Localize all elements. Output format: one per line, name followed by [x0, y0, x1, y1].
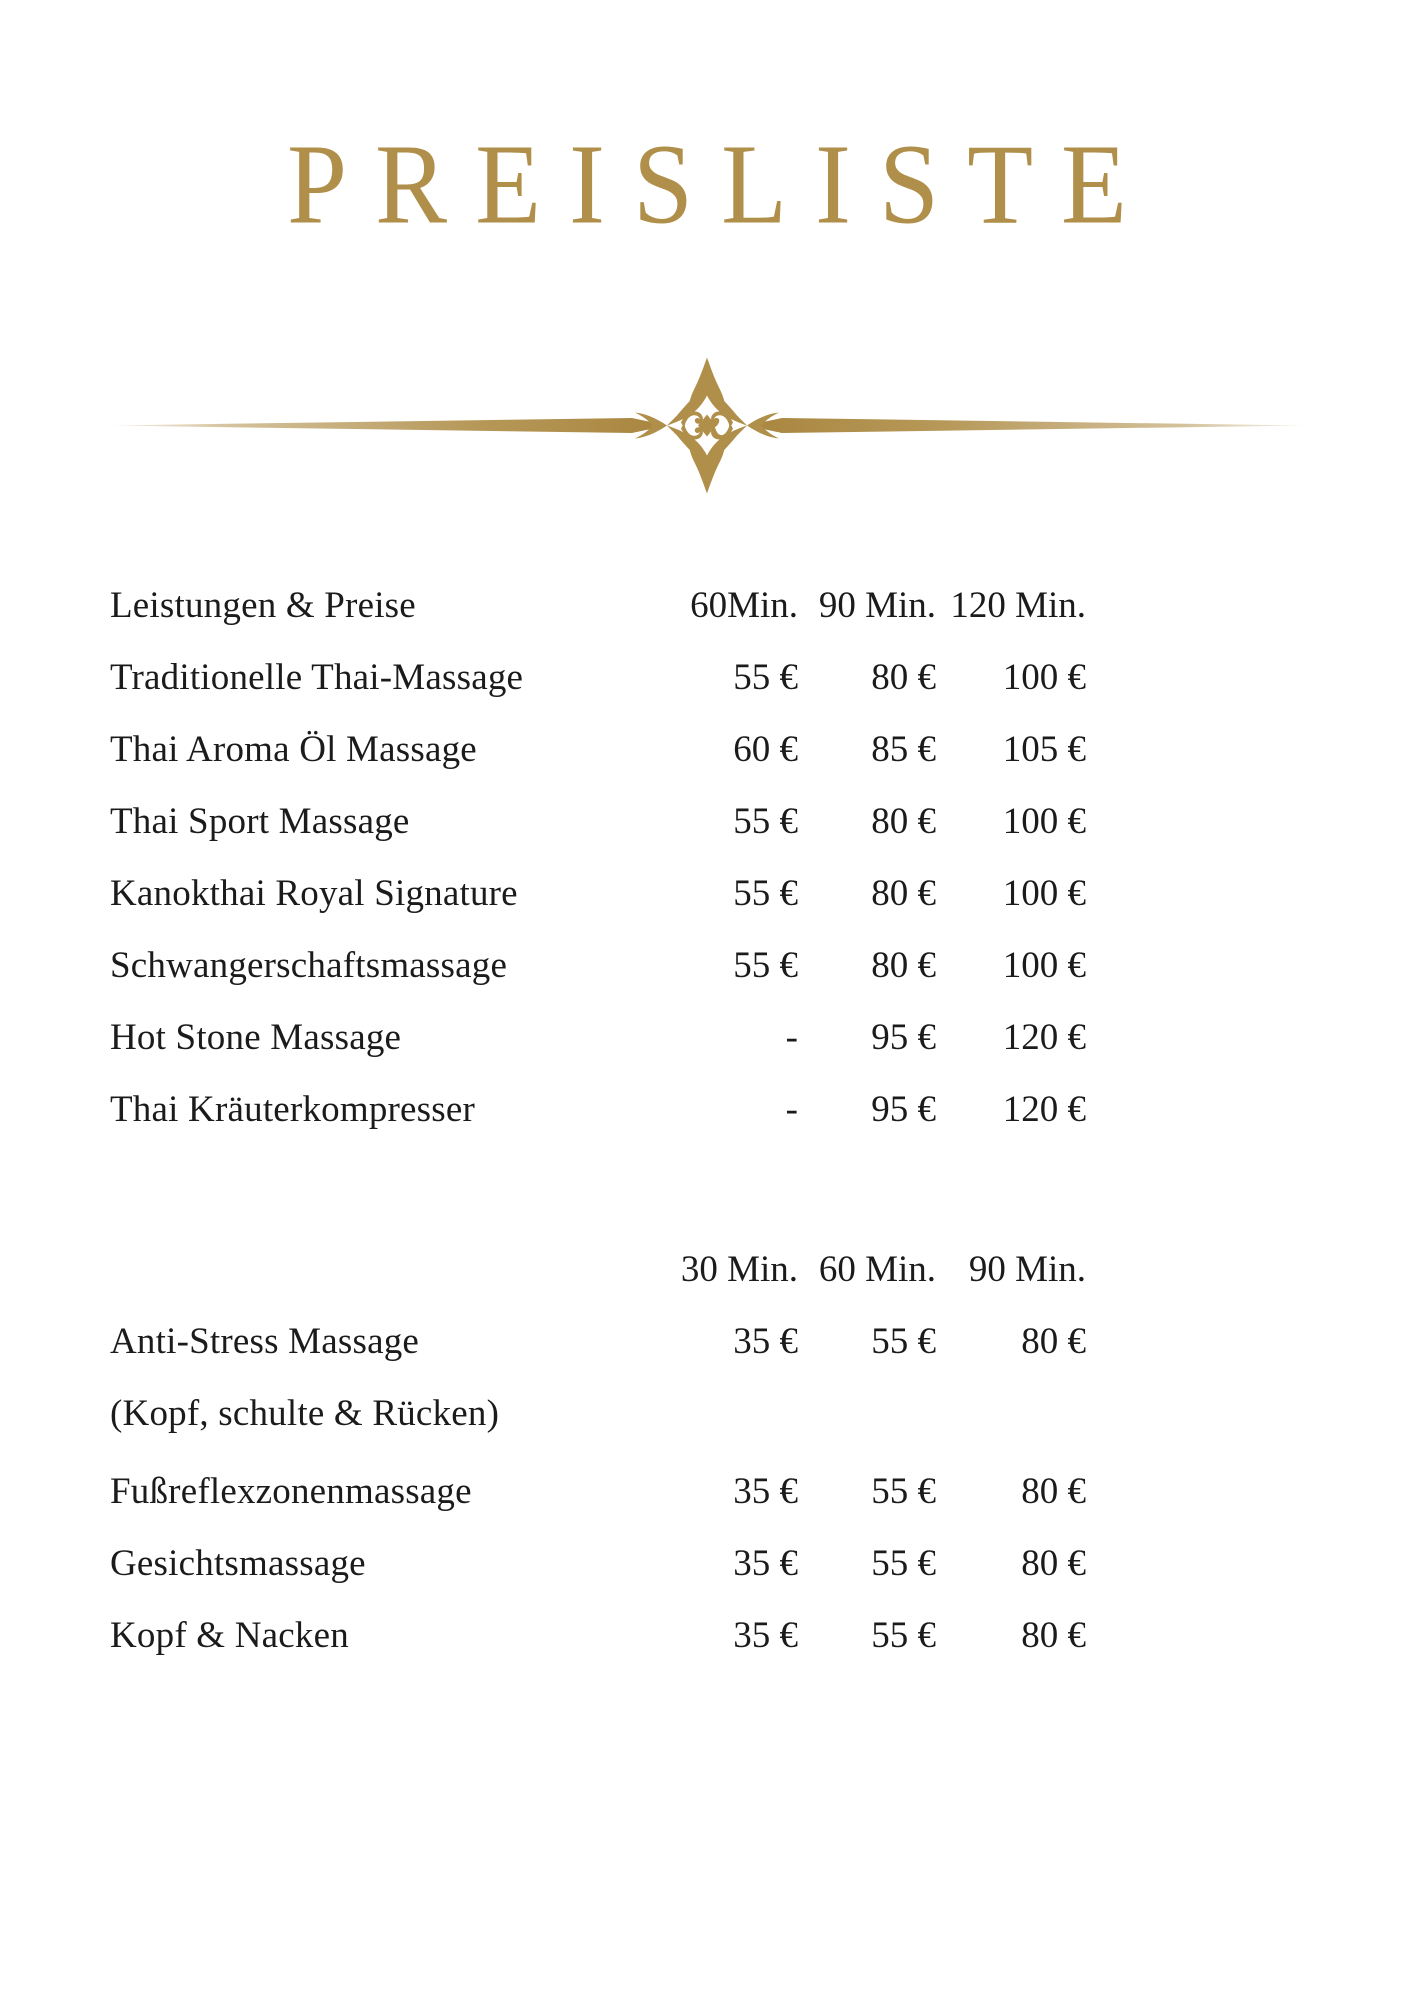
service-name: Fußreflexzonenmassage [110, 1471, 472, 1512]
price-cell: 55 € [733, 657, 798, 698]
spacer-cell [110, 1161, 670, 1204]
price-section-2 [110, 1249, 1300, 1687]
price-cell: 95 € [871, 1089, 936, 1130]
price-cell: 80 € [871, 945, 936, 986]
service-name: Thai Kräuterkompresser [110, 1089, 476, 1130]
table-header-row-1 [110, 585, 1300, 657]
price-cell: 120 € [1002, 1089, 1086, 1130]
table-row [110, 657, 1300, 729]
price-cell: 105 € [1002, 729, 1086, 770]
price-cell: 55 € [871, 1471, 936, 1512]
price-cell: 80 € [1021, 1321, 1086, 1362]
table-row [110, 873, 1300, 945]
service-name: Kopf & Nacken [110, 1615, 349, 1656]
ornamental-divider [107, 355, 1307, 495]
price-cell: 100 € [1002, 873, 1086, 914]
table-row [110, 1471, 1300, 1543]
table-row-subtitle [110, 1393, 1300, 1471]
price-cell: 55 € [733, 945, 798, 986]
price-cell: 80 € [1021, 1471, 1086, 1512]
price-cell: 100 € [1002, 801, 1086, 842]
price-cell: 55 € [871, 1615, 936, 1656]
price-cell: 55 € [871, 1321, 936, 1362]
service-name: Thai Aroma Öl Massage [110, 729, 477, 770]
column-header-duration-90: 90 Min. [818, 585, 936, 626]
service-name: Hot Stone Massage [110, 1017, 402, 1058]
service-name: Schwangerschaftsmassage [110, 945, 508, 986]
column-header-duration-30: 30 Min. [680, 1249, 798, 1290]
price-cell: 35 € [733, 1471, 798, 1512]
column-header-duration-60: 60Min. [690, 585, 798, 626]
price-cell: 95 € [871, 1017, 936, 1058]
divider-right-taper [747, 418, 1305, 433]
column-header-duration-60b: 60 Min. [818, 1249, 936, 1290]
service-name: Thai Sport Massage [110, 801, 410, 842]
table-row [110, 1017, 1300, 1089]
price-table [110, 585, 1300, 1687]
price-cell: 80 € [871, 657, 936, 698]
page-title: PREISLISTE [286, 121, 1156, 248]
price-cell: 100 € [1002, 657, 1086, 698]
price-cell: 55 € [733, 873, 798, 914]
price-cell: 55 € [733, 801, 798, 842]
table-row [110, 729, 1300, 801]
service-name: Kanokthai Royal Signature [110, 873, 518, 914]
price-cell: 80 € [1021, 1615, 1086, 1656]
price-cell: 80 € [871, 873, 936, 914]
service-name: Anti-Stress Massage [110, 1321, 420, 1362]
price-cell: 60 € [733, 729, 798, 770]
table-row [110, 1321, 1300, 1393]
table-row [110, 1089, 1300, 1161]
column-header-services-1: Leistungen & Preise [110, 585, 416, 626]
table-row [110, 945, 1300, 1017]
divider-left-taper [109, 418, 667, 433]
page-header [0, 121, 1414, 248]
column-header-duration-120: 120 Min. [950, 585, 1086, 626]
price-cell: 80 € [871, 801, 936, 842]
table-row [110, 801, 1300, 873]
service-name: Gesichtsmassage [110, 1543, 366, 1584]
price-cell: - [785, 1017, 798, 1058]
price-section-1 [110, 585, 1300, 1161]
table-row [110, 1615, 1300, 1687]
price-cell: 35 € [733, 1321, 798, 1362]
price-cell: 100 € [1002, 945, 1086, 986]
section-spacer [110, 1161, 1300, 1249]
service-subtitle: (Kopf, schulte & Rücken) [110, 1393, 500, 1434]
price-cell: 85 € [871, 729, 936, 770]
table-row [110, 1543, 1300, 1615]
price-cell: - [785, 1089, 798, 1130]
price-cell: 80 € [1021, 1543, 1086, 1584]
price-cell: 35 € [733, 1543, 798, 1584]
price-cell: 55 € [871, 1543, 936, 1584]
thai-flourish-ornament [635, 358, 779, 494]
table-header-row-2 [110, 1249, 1300, 1321]
price-cell: 35 € [733, 1615, 798, 1656]
price-cell: 120 € [1002, 1017, 1086, 1058]
service-name: Traditionelle Thai-Massage [110, 657, 524, 698]
column-header-duration-90b: 90 Min. [968, 1249, 1086, 1290]
